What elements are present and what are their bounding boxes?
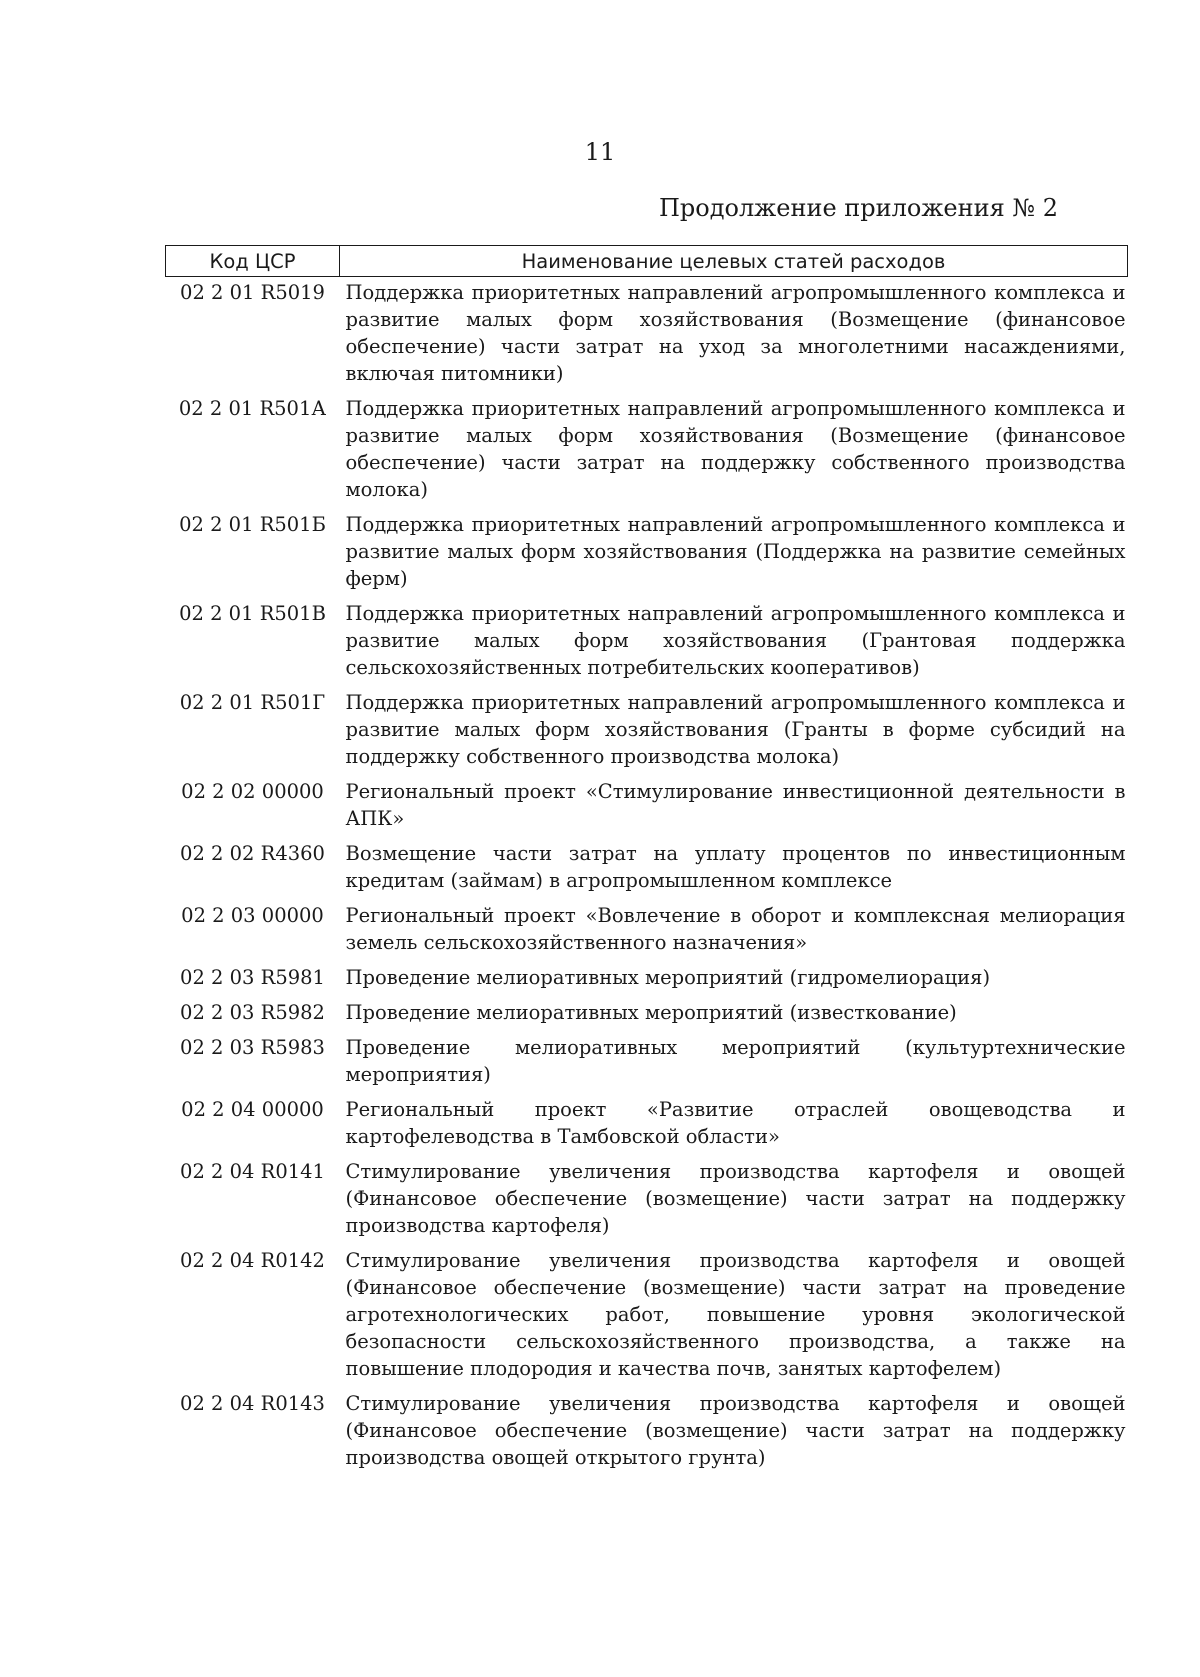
row-code: 02 2 01 R501А xyxy=(178,397,327,420)
row-name: Поддержка приоритетных направлений агропромышленного комплекса и развитие малых форм хозяйствования (Поддержка на развитие семейных ферм) xyxy=(345,513,1126,590)
row-name: Стимулирование увеличения производства картофеля и овощей (Финансовое обеспечение (возмещение) части затрат на поддержку производства овощей открытого грунта) xyxy=(345,1392,1126,1469)
row-code: 02 2 04 00000 xyxy=(181,1098,324,1121)
table-row xyxy=(166,997,1128,1032)
expense-codes-table xyxy=(165,245,1128,1477)
row-code: 02 2 01 R501Б xyxy=(179,513,326,536)
table-row xyxy=(166,509,1128,598)
row-code: 02 2 01 R501Г xyxy=(179,691,326,714)
header-name: Наименование целевых статей расходов xyxy=(340,246,1128,277)
table-row xyxy=(166,962,1128,997)
table-row xyxy=(166,838,1128,900)
row-code: 02 2 04 R0141 xyxy=(180,1160,325,1183)
page-number: 11 xyxy=(584,138,616,166)
row-name: Региональный проект «Развитие отраслей овощеводства и картофелеводства в Тамбовской области» xyxy=(345,1098,1126,1148)
row-name: Проведение мелиоративных мероприятий (культуртехнические мероприятия) xyxy=(345,1036,1126,1086)
table-row xyxy=(166,1032,1128,1094)
row-name: Стимулирование увеличения производства картофеля и овощей (Финансовое обеспечение (возмещение) части затрат на проведение агротехнологических работ, повышение уровня экологической безопасности сельскохозяйственного производства, а также на повышение плодородия и качества почв, занятых картофелем) xyxy=(345,1249,1126,1380)
row-code: 02 2 02 00000 xyxy=(181,780,324,803)
row-code: 02 2 01 R501В xyxy=(179,602,326,625)
table-row xyxy=(166,1156,1128,1245)
row-code: 02 2 04 R0142 xyxy=(180,1249,325,1272)
table-row xyxy=(166,277,1128,394)
row-name: Проведение мелиоративных мероприятий (известкование) xyxy=(345,1001,957,1024)
table-row xyxy=(166,1388,1128,1477)
table-row xyxy=(166,776,1128,838)
row-code: 02 2 02 R4360 xyxy=(180,842,325,865)
row-code: 02 2 04 R0143 xyxy=(180,1392,325,1415)
row-code: 02 2 03 R5983 xyxy=(180,1036,325,1059)
table-row xyxy=(166,687,1128,776)
table-body xyxy=(166,277,1128,1478)
appendix-caption: Продолжение приложения № 2 xyxy=(658,194,1058,222)
row-name: Поддержка приоритетных направлений агропромышленного комплекса и развитие малых форм хозяйствования (Гранты в форме субсидий на поддержку собственного производства молока) xyxy=(345,691,1126,768)
header-code: Код ЦСР xyxy=(166,246,340,277)
row-name: Региональный проект «Стимулирование инвестиционной деятельности в АПК» xyxy=(345,780,1126,830)
row-name: Поддержка приоритетных направлений агропромышленного комплекса и развитие малых форм хозяйствования (Грантовая поддержка сельскохозяйственных потребительских кооперативов) xyxy=(345,602,1126,679)
row-name: Возмещение части затрат на уплату процентов по инвестиционным кредитам (займам) в агропромышленном комплексе xyxy=(345,842,1126,892)
row-name: Поддержка приоритетных направлений агропромышленного комплекса и развитие малых форм хозяйствования (Возмещение (финансовое обеспечение) части затрат на поддержку собственного производства молока) xyxy=(345,397,1126,501)
row-code: 02 2 03 R5982 xyxy=(180,1001,325,1024)
row-code: 02 2 03 R5981 xyxy=(180,966,325,989)
table-row xyxy=(166,598,1128,687)
table-row xyxy=(166,1094,1128,1156)
row-name: Стимулирование увеличения производства картофеля и овощей (Финансовое обеспечение (возмещение) части затрат на поддержку производства картофеля) xyxy=(345,1160,1126,1237)
row-name: Региональный проект «Вовлечение в оборот и комплексная мелиорация земель сельскохозяйственного назначения» xyxy=(345,904,1126,954)
row-code: 02 2 01 R5019 xyxy=(180,281,325,304)
table-row xyxy=(166,900,1128,962)
row-code: 02 2 03 00000 xyxy=(181,904,324,927)
row-name: Поддержка приоритетных направлений агропромышленного комплекса и развитие малых форм хозяйствования (Возмещение (финансовое обеспечение) части затрат на уход за многолетними насаждениями, включая питомники) xyxy=(345,281,1126,385)
table-row xyxy=(166,393,1128,509)
table-row xyxy=(166,1245,1128,1388)
row-name: Проведение мелиоративных мероприятий (гидромелиорация) xyxy=(345,966,991,989)
table-header-row xyxy=(166,246,1128,277)
